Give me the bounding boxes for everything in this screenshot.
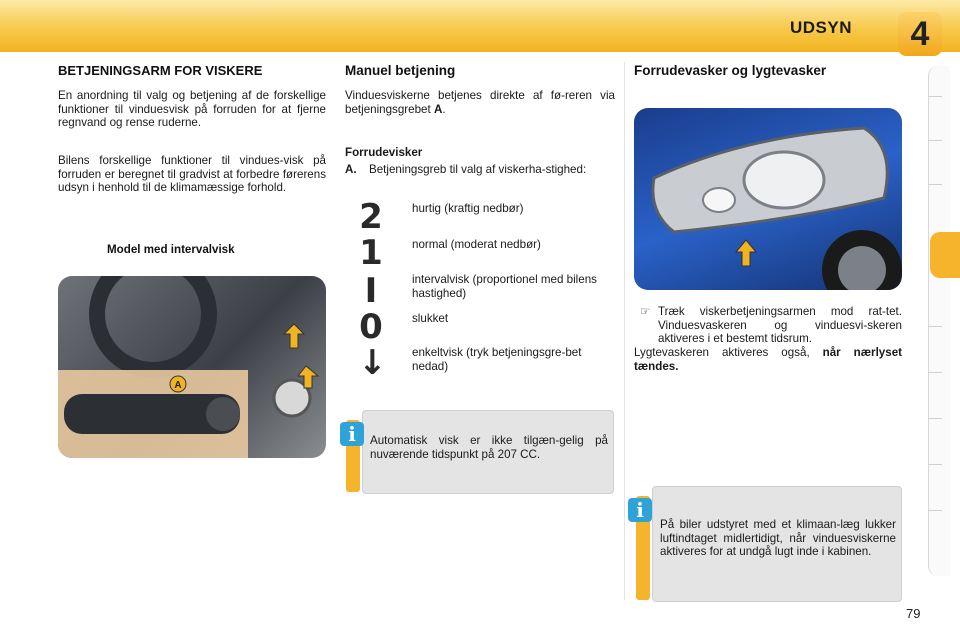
- manual-intro: [345, 89, 615, 116]
- model-caption: Model med intervalvisk: [107, 243, 235, 256]
- washer-bullet-text: Træk viskerbetjeningsarmen mod rat-tet. Vinduesvaskeren og vinduesvi-skeren aktiveres i et bestemt tidsrum.: [658, 305, 902, 345]
- info-icon: i: [628, 498, 652, 522]
- section-title-wiper-stalk: BETJENINGSARM FOR VISKERE: [58, 63, 263, 78]
- speed-symbol-0: 0: [359, 307, 383, 347]
- tab-tick: [928, 326, 942, 327]
- info-text-right: På biler udstyret med et klimaan-læg lukker luftindtaget midlertidigt, når vinduesviskerne aktiveres for at undgå lugt inde i kabinen.: [660, 518, 896, 558]
- tab-tick: [928, 510, 942, 511]
- sub-title-windscreen-wiper: Forrudevisker: [345, 146, 423, 159]
- chapter-tab-index: [928, 66, 950, 576]
- chapter-title: UDSYN: [790, 18, 853, 37]
- dashboard-photo: [58, 276, 326, 458]
- manual-intro-bold: A: [433, 102, 443, 116]
- lamp-washer-normal: Lygtevaskeren aktiveres også,: [634, 346, 810, 359]
- headlamp-illustration: [634, 108, 902, 290]
- tab-tick: [928, 184, 942, 185]
- speed-symbol-1: 1: [359, 233, 383, 273]
- tab-tick: [928, 96, 942, 97]
- speed-label-single: enkeltvisk (tryk betjeningsgre-bet nedad): [412, 346, 582, 373]
- item-a-label: A.: [345, 163, 357, 176]
- tab-tick: [928, 140, 942, 141]
- headlamp-photo: [634, 108, 902, 290]
- column-divider: [624, 62, 625, 600]
- tab-tick: [928, 372, 942, 373]
- speed-label-fast: hurtig (kraftig nedbør): [412, 202, 524, 215]
- header-divider: [0, 52, 960, 58]
- speed-label-normal: normal (moderat nedbør): [412, 238, 541, 251]
- chapter-number-badge: 4: [898, 12, 942, 56]
- chapter-tab-active[interactable]: [930, 232, 960, 278]
- speed-label-off: slukket: [412, 312, 449, 325]
- info-icon: i: [340, 422, 364, 446]
- info-text-middle: Automatisk visk er ikke tilgæn-gelig på nuværende tidspunkt på 207 CC.: [370, 434, 608, 461]
- manual-intro-text: Vinduesviskerne betjenes direkte af fø-reren via betjeningsgrebet: [345, 89, 615, 116]
- speed-symbol-intermittent: I: [364, 271, 378, 311]
- tab-tick: [928, 464, 942, 465]
- section-title-washer: Forrudevasker og lygtevasker: [634, 63, 827, 78]
- left-paragraph-2: Bilens forskellige funktioner til vindues-visk på forruden er beregnet til gradvist at forbedre førerens udsyn i henhold til de klimamæssige forhold.: [58, 154, 326, 194]
- left-paragraph-1: En anordning til valg og betjening af de forskellige funktioner til vinduesvisk på forruden for at fjerne regnvand og rense ruderne.: [58, 89, 326, 129]
- section-title-manual: Manuel betjening: [345, 63, 456, 78]
- bullet-pointer-icon: ☞: [640, 305, 651, 318]
- lamp-washer-text: [634, 346, 902, 373]
- tab-tick: [928, 418, 942, 419]
- wiper-stalk-illustration: [58, 276, 326, 458]
- manual-intro-end: .: [442, 102, 446, 116]
- lamp-washer-bold: når nærlyset tændes.: [634, 346, 902, 373]
- speed-symbol-2: 2: [359, 197, 383, 237]
- arrow-down-icon: ↓: [358, 343, 387, 383]
- item-a-text: Betjeningsgreb til valg af viskerha-stighed:: [369, 163, 587, 176]
- speed-label-intermittent: intervalvisk (proportionel med bilens hastighed): [412, 273, 597, 300]
- callout-a-label: A: [174, 380, 182, 391]
- page-number: 79: [906, 606, 921, 621]
